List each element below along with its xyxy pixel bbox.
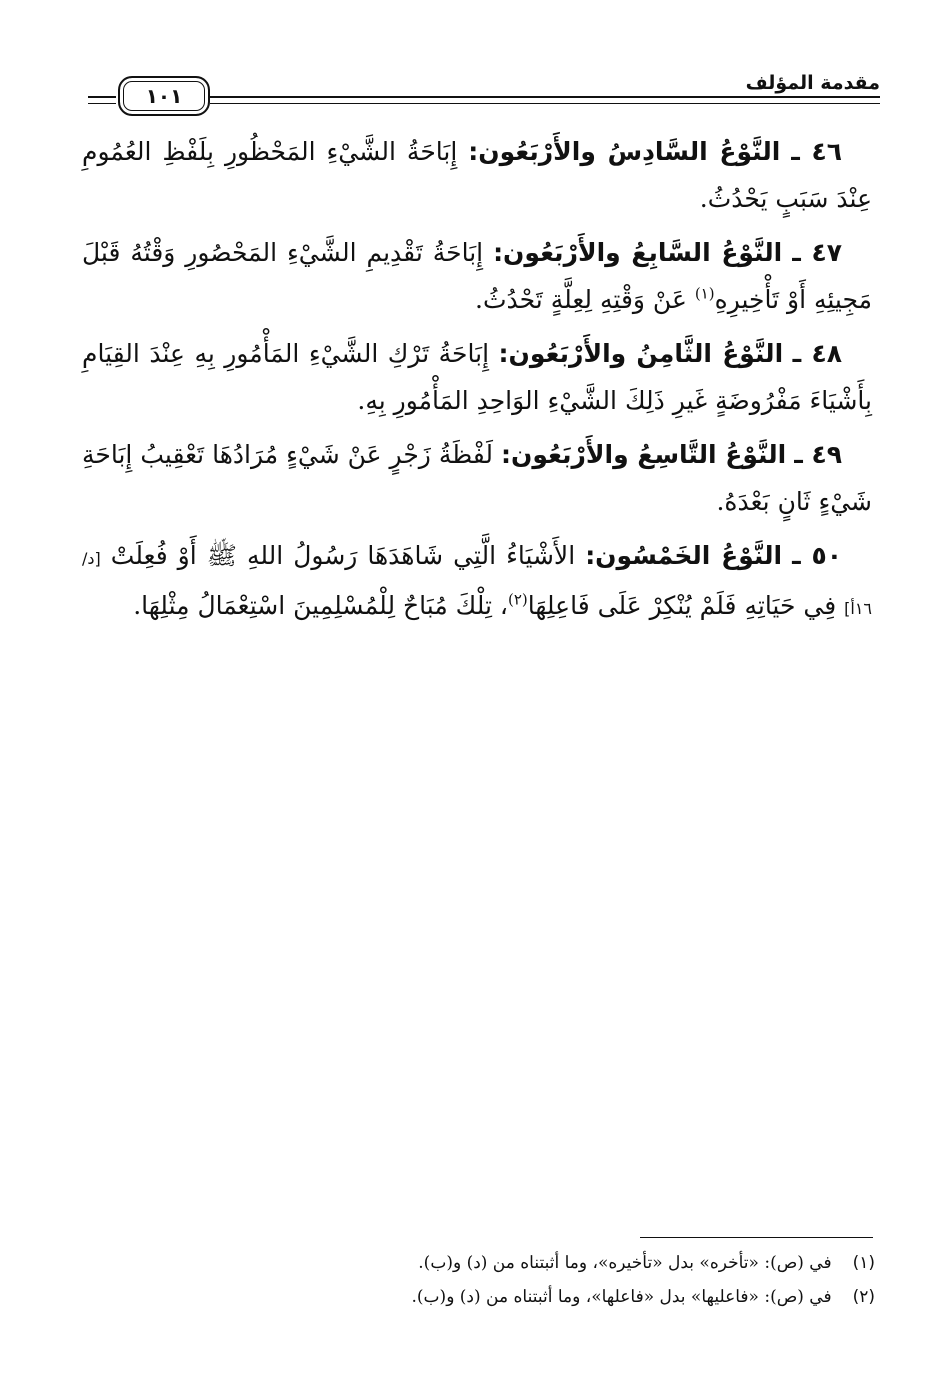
entry-50 <box>82 532 872 632</box>
entry-term: النَّوْعُ الثَّامِنُ والأَرْبَعُون: <box>498 339 784 368</box>
entry-text: لَفْظَةُ زَجْرٍ عَنْ شَيْءٍ مُرَادُهَا تَعْقِيبُ إِبَاحَةِ شَيْءٍ ثَانٍ بَعْدَهُ. <box>82 440 872 516</box>
entry-term: النَّوْعُ السَّابِعُ والأَرْبَعُون: <box>493 238 783 267</box>
page-header <box>80 70 880 120</box>
page-number-text: ١٠١ <box>145 84 183 108</box>
footnote-1 <box>82 1246 875 1280</box>
entry-term: النَّوْعُ السَّادِسُ والأَرْبَعُون: <box>468 137 781 166</box>
entry-text: الأَشْيَاءُ الَّتِي شَاهَدَهَا رَسُولُ اللهِ ﷺ أَوْ فُعِلَتْ <box>100 541 576 570</box>
entry-number: ٤٨ ـ <box>792 339 842 368</box>
entry-text-continued: عَنْ وَقْتِهِ لِعِلَّةٍ تَحْدُثُ. <box>475 285 695 314</box>
running-title: مقدمة المؤلف <box>745 72 880 94</box>
footnote-number: (١) <box>852 1253 875 1273</box>
entry-text: إِبَاحَةُ الشَّيْءِ المَحْظُورِ بِلَفْظِ العُمُومِ عِنْدَ سَبَبٍ يَحْدُثُ. <box>82 137 872 213</box>
manuscript-folio-mark: [د/١٦أ] <box>82 549 872 618</box>
entry-number: ٥٠ ـ <box>792 541 842 570</box>
entry-number: ٤٦ ـ <box>791 137 842 166</box>
entry-47 <box>82 229 872 323</box>
entry-48 <box>82 330 872 424</box>
entry-text: إِبَاحَةُ تَرْكِ الشَّيْءِ المَأْمُورِ بِهِ عِنْدَ القِيَامِ بِأَشْيَاءَ مَفْرُوضَةٍ غَيرِ ذَلِكَ الشَّيْءِ الوَاحِدِ المَأْمُورِ بِهِ. <box>82 339 872 415</box>
footnote-reference[interactable]: (١) <box>694 284 715 303</box>
entry-46 <box>82 128 872 222</box>
header-rule-short <box>88 96 116 104</box>
entry-text-end: ، تِلْكَ مُبَاحٌ لِلْمُسْلِمِينَ اسْتِعْمَالُ مِثْلِهَا. <box>133 591 508 620</box>
entry-text-continued: فِي حَيَاتِهِ فَلَمْ يُنْكِرْ عَلَى فَاعِلِهَا <box>527 591 845 620</box>
main-text <box>82 128 872 639</box>
footnote-2 <box>82 1280 875 1314</box>
footnote-text: في (ص): «تأخره» بدل «تأخيره»، وما أثبتناه من (د) و(ب). <box>418 1253 832 1273</box>
footnote-number: (٢) <box>852 1287 875 1307</box>
entry-term: النَّوْعُ الخَمْسُون: <box>585 541 783 570</box>
footnote-text: في (ص): «فاعليها» بدل «فاعلها»، وما أثبتناه من (د) و(ب). <box>411 1287 832 1307</box>
page-number <box>118 76 210 116</box>
entry-number: ٤٩ ـ <box>794 440 843 469</box>
entry-number: ٤٧ ـ <box>792 238 842 267</box>
footnote-reference[interactable]: (٢) <box>507 590 528 609</box>
entry-49 <box>82 431 872 525</box>
footnote-separator <box>640 1237 873 1238</box>
footnotes <box>82 1246 875 1314</box>
entry-term: النَّوْعُ التَّاسِعُ والأَرْبَعُون: <box>501 440 787 469</box>
header-rule <box>210 96 880 104</box>
entry-text: إِبَاحَةُ تَقْدِيمِ الشَّيْءِ المَحْصُورِ وَقْتُهُ قَبْلَ مَجِيئِهِ أَوْ تَأْخِيرِهِ <box>82 238 872 314</box>
